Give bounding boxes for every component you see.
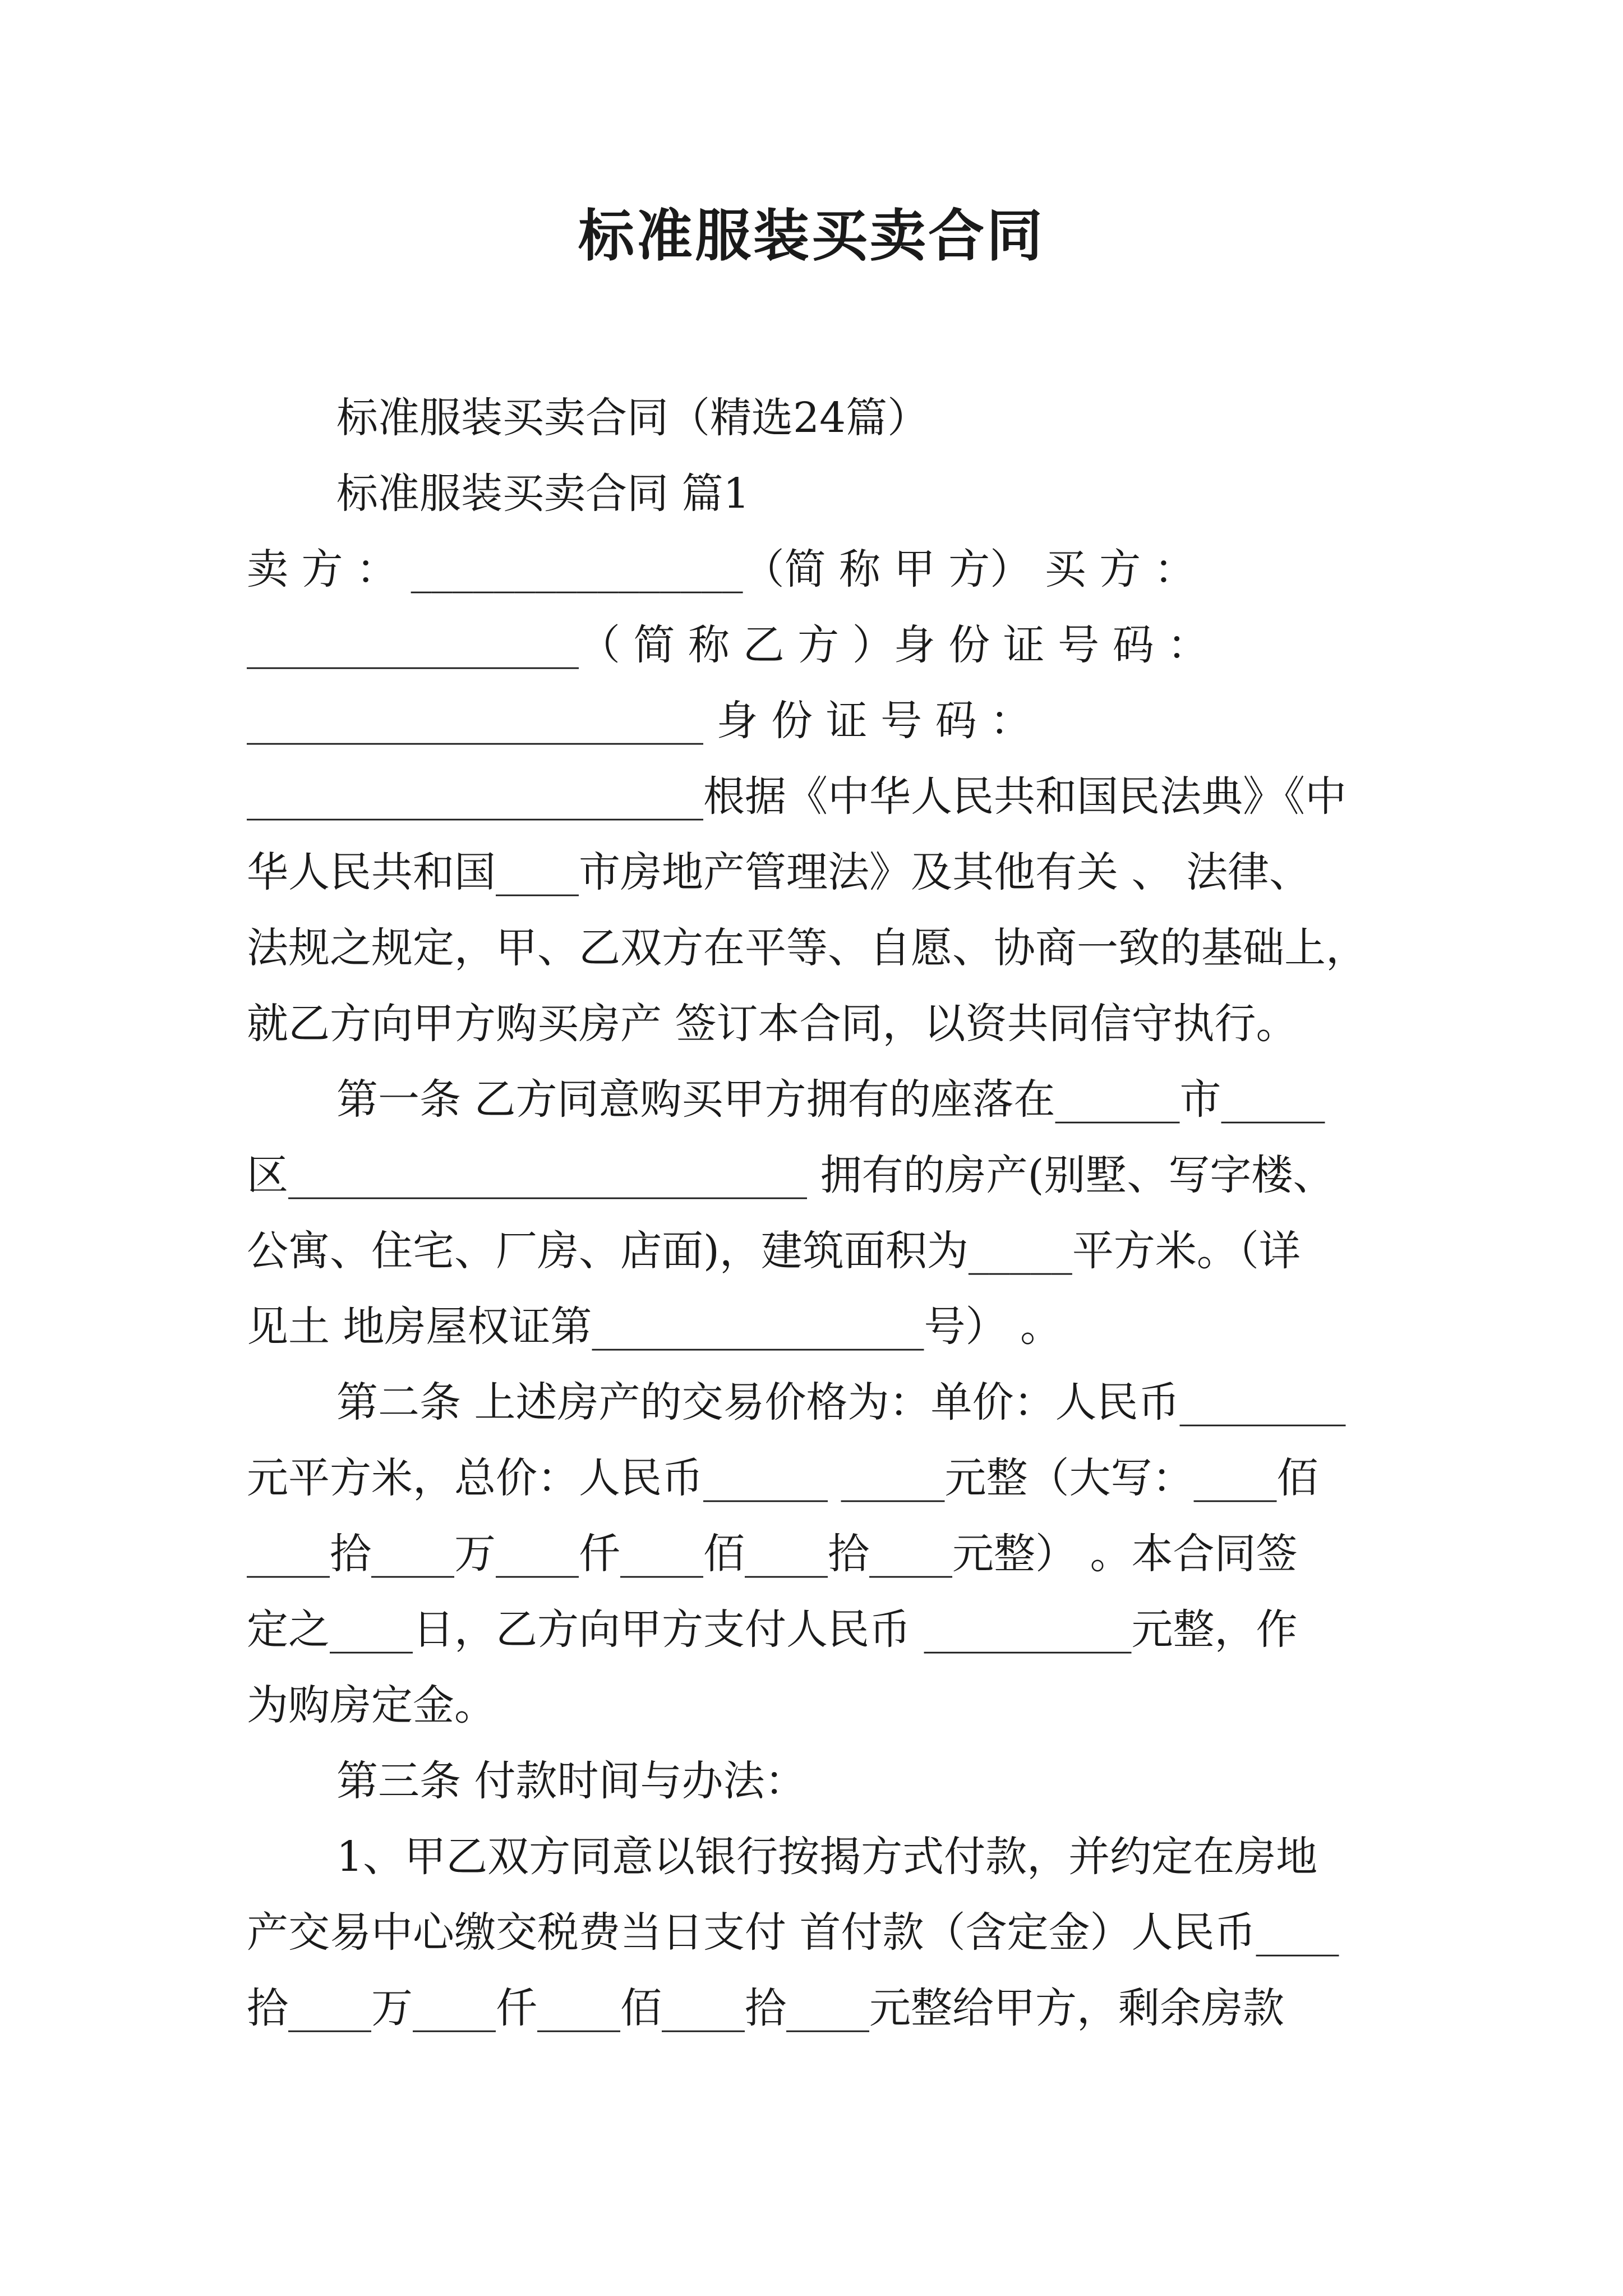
subtitle-part-1: 标准服装买卖合同 篇1 (336, 470, 750, 518)
paragraph-line: 定之____日，乙方向甲方支付人民币 __________元整，作 (247, 1605, 1298, 1654)
subtitle-collection: 标准服装买卖合同（精选24篇） (336, 394, 929, 442)
article-3-line: 第三条 付款时间与办法： (336, 1757, 806, 1805)
paragraph-line: ________________（ 简 称 乙 方 ）身 份 证 号 码 ： (247, 621, 1209, 669)
paragraph-line: 区_________________________ 拥有的房产(别墅、写字楼、 (247, 1151, 1335, 1199)
paragraph-line: ______________________ 身 份 证 号 码 ： (247, 697, 1032, 745)
paragraph-line: 见土 地房屋权证第________________号） 。 (247, 1303, 1062, 1351)
paragraph-line-text: 卖 方 ： ________________（简 称 甲 方） 买 方 ： (247, 545, 1196, 593)
article-2-line: 第二条 上述房产的交易价格为：单价：人民币________ (336, 1378, 1346, 1427)
paragraph-line: 为购房定金。 (247, 1681, 496, 1729)
paragraph-line: 法规之规定，甲、乙双方在平等、自愿、协商一致的基础上， (247, 924, 1367, 972)
paragraph-line: 华人民共和国____市房地产管理法》及其他有关 、 法律、 (247, 848, 1311, 896)
document-title: 标准服装买卖合同 (578, 203, 1045, 269)
paragraph-line: 产交易中心缴交税费当日支付 首付款（含定金）人民币____ (247, 1908, 1339, 1957)
paragraph-line: ____拾____万____仟____佰____拾____元整） 。本合同签 (247, 1530, 1298, 1578)
paragraph-line (247, 541, 1385, 597)
paragraph-line: ______________________根据《中华人民共和国民法典》《中 (247, 772, 1347, 821)
paragraph-line: 拾____万____仟____佰____拾____元整给甲方，剩余房款 (247, 1984, 1284, 2032)
paragraph-line: 公寓、住宅、厂房、店面)，建筑面积为_____平方米。（详 (247, 1227, 1301, 1275)
article-3-item-1: 1、甲乙双方同意以银行按揭方式付款，并约定在房地 (336, 1833, 1318, 1881)
paragraph-line: 就乙方向甲方购买房产 签订本合同，以资共同信守执行。 (247, 1000, 1298, 1048)
paragraph-line: 元平方米，总价：人民币______ _____元整（大写：____佰 (247, 1454, 1318, 1502)
article-1-line: 第一条 乙方同意购买甲方拥有的座落在______市_____ (336, 1075, 1325, 1124)
